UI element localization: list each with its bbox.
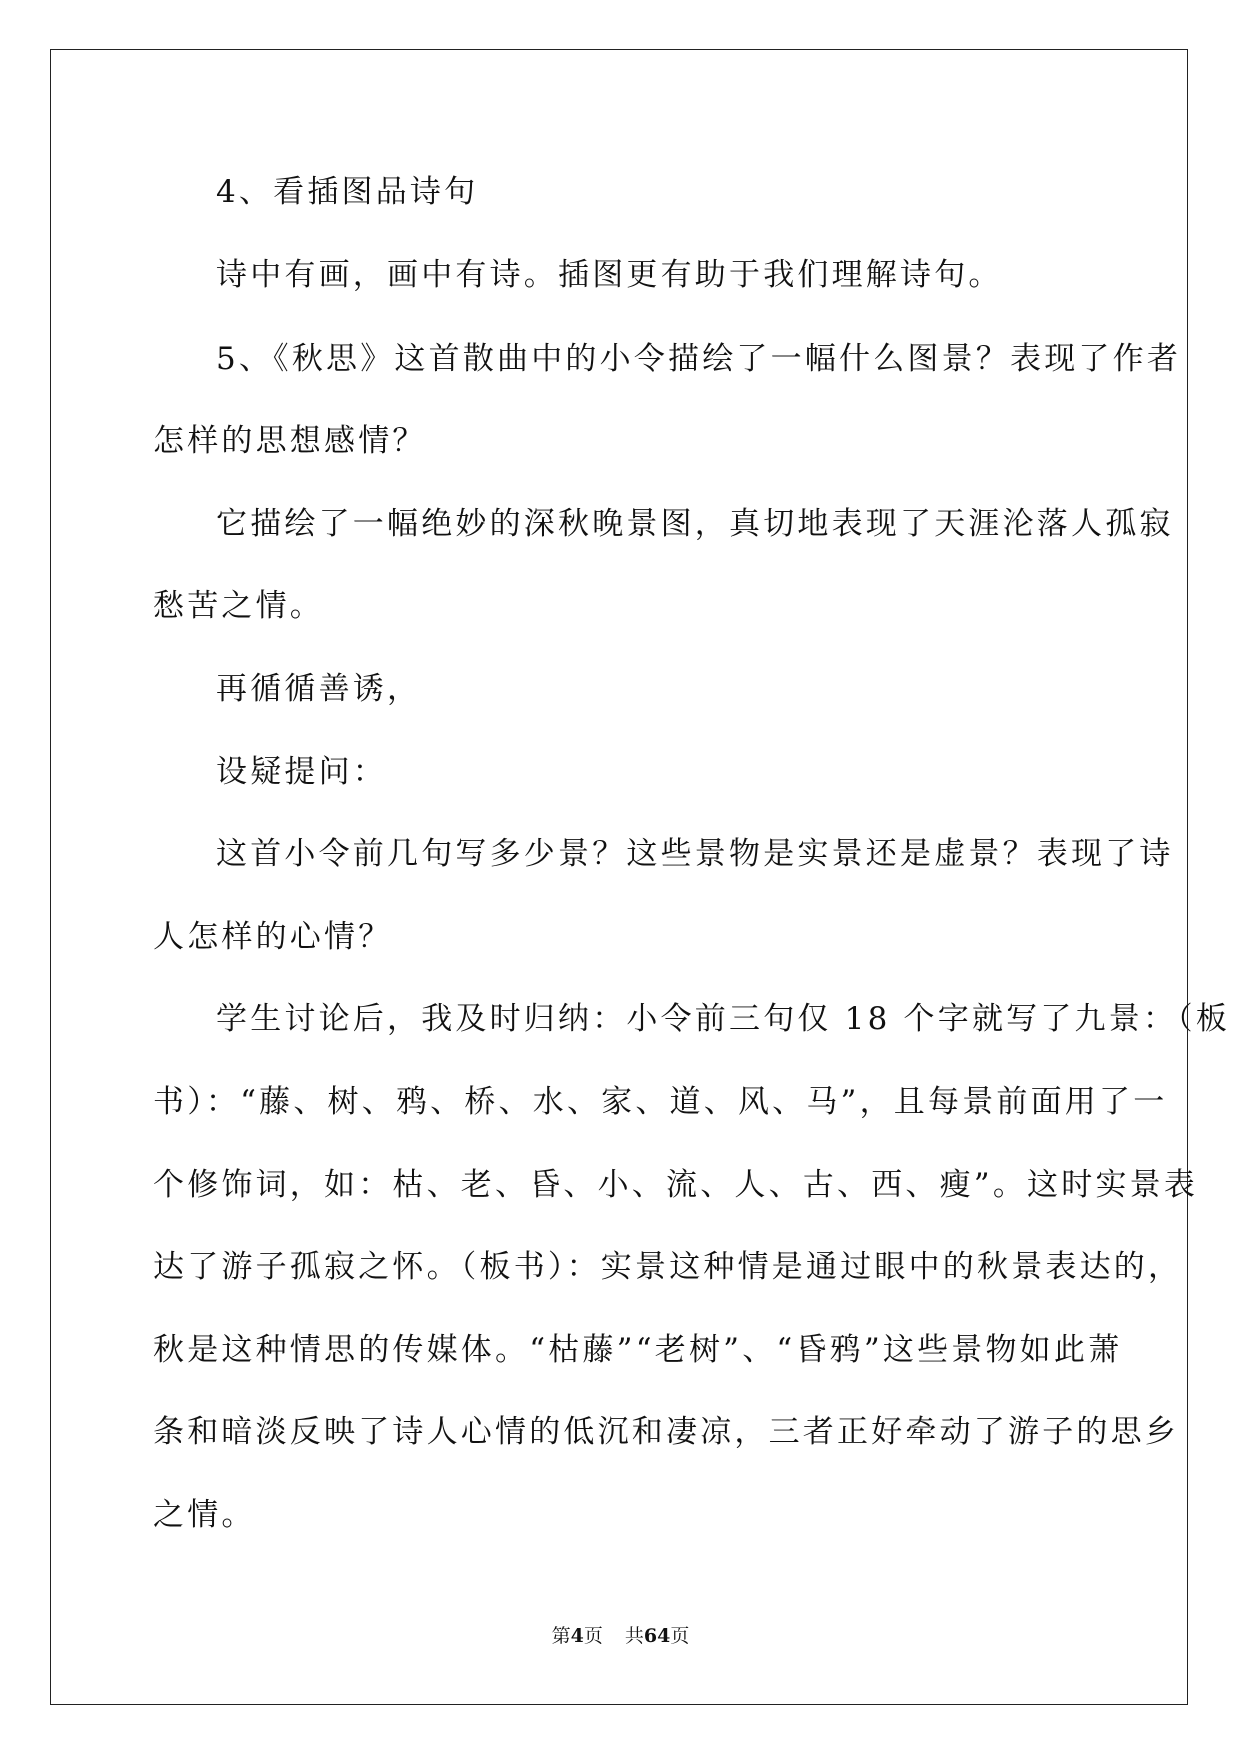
footer-total-prefix: 共 (624, 1625, 644, 1647)
page-footer (0, 1624, 1241, 1648)
question-heading: 5、《秋思》这首散曲中的小令描绘了一幅什么图景？表现了作者 (216, 341, 1182, 377)
footer-page-unit: 页 (583, 1625, 603, 1647)
total-pages-number: 64 (643, 1625, 671, 1647)
paragraph-line: 它描绘了一幅绝妙的深秋晚景图，真切地表现了天涯沦落人孤寂 (216, 506, 1174, 542)
footer-prefix: 第 (551, 1625, 571, 1647)
paragraph-line: 学生讨论后，我及时归纳：小令前三句仅 18 个字就写了九景：（板 (216, 1001, 1231, 1037)
footer-total-unit: 页 (670, 1625, 690, 1647)
paragraph-line: 设疑提问： (216, 754, 387, 790)
paragraph-line: 达了游子孤寂之怀。（板书）：实景这种情是通过眼中的秋景表达的， (153, 1249, 1183, 1285)
paragraph-line: 这首小令前几句写多少景？这些景物是实景还是虚景？表现了诗 (216, 836, 1174, 872)
paragraph-line: 诗中有画，画中有诗。插图更有助于我们理解诗句。 (216, 257, 1003, 293)
current-page-number: 4 (570, 1625, 584, 1647)
section-heading: 4、看插图品诗句 (216, 174, 479, 210)
paragraph-line: 愁苦之情。 (153, 588, 324, 624)
paragraph-line: 个修饰词，如：枯、老、昏、小、流、人、古、西、瘦”。这时实景表 (153, 1167, 1199, 1203)
paragraph-line: 条和暗淡反映了诗人心情的低沉和凄凉，三者正好牵动了游子的思乡 (153, 1414, 1179, 1450)
paragraph-line: 书）：“藤、树、鸦、桥、水、家、道、风、马”，且每景前面用了一 (153, 1084, 1168, 1120)
paragraph-line: 之情。 (153, 1497, 256, 1533)
paragraph-line: 秋是这种情思的传媒体。“枯藤”“老树”、“昏鸦”这些景物如此萧 (153, 1332, 1123, 1368)
paragraph-line: 怎样的思想感情？ (153, 423, 427, 459)
paragraph-line: 再循循善诱， (216, 671, 422, 707)
page-border (50, 49, 1188, 1705)
paragraph-line: 人怎样的心情？ (153, 919, 393, 955)
